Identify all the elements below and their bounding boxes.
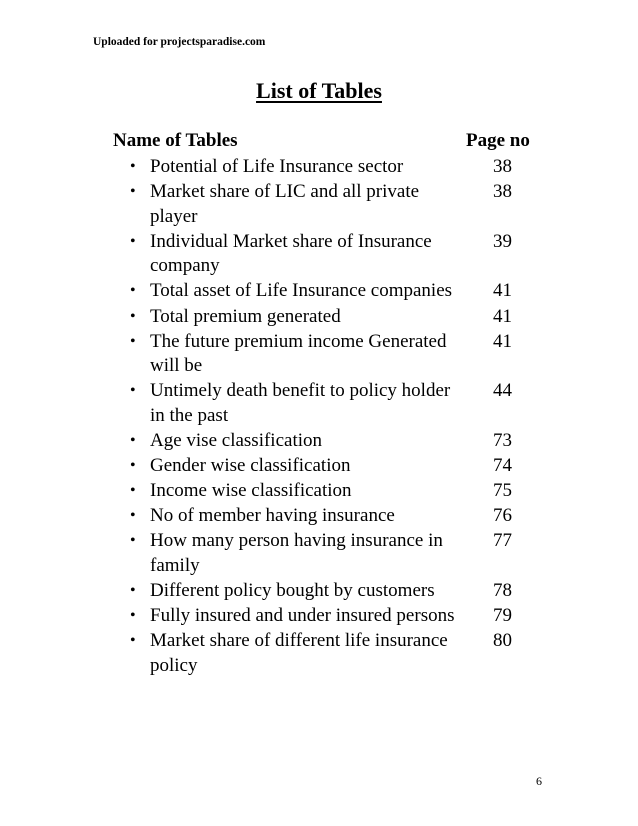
bullet-icon: • (130, 183, 136, 201)
bullet-icon: • (130, 482, 136, 500)
bullet-icon: • (130, 307, 136, 325)
table-page-number: 41 (493, 305, 512, 327)
table-title: Potential of Life Insurance sector (150, 156, 404, 177)
list-item (130, 180, 530, 229)
table-page-number: 39 (493, 230, 512, 252)
table-page-number: 79 (493, 605, 512, 627)
table-page-number: 38 (493, 181, 512, 203)
list-item (130, 529, 530, 578)
table-page-number: 73 (493, 430, 512, 452)
table-page-number: 75 (493, 480, 512, 502)
table-title: Fully insured and under insured persons (150, 605, 455, 627)
bullet-icon: • (130, 432, 136, 450)
list-item (130, 330, 530, 379)
table-page-number: 80 (493, 630, 512, 652)
list-item (130, 629, 530, 678)
list-item (130, 604, 530, 629)
table-title: Market share of different life insurance policy (150, 630, 448, 676)
column-header-page: Page no (466, 130, 530, 151)
table-title: How many person having insurance in family (150, 530, 443, 576)
column-header-name: Name of Tables (113, 130, 238, 151)
bullet-icon: • (130, 457, 136, 475)
bullet-icon: • (130, 532, 136, 550)
list-item (130, 479, 530, 504)
bullet-icon: • (130, 632, 136, 650)
list-item (130, 379, 530, 428)
upload-watermark: Uploaded for projectsparadise.com (93, 36, 266, 48)
table-title: Total asset of Life Insurance companies (150, 280, 453, 302)
table-title: No of member having insurance (150, 505, 395, 527)
bullet-icon: • (130, 158, 136, 175)
page-number: 6 (536, 774, 542, 788)
table-title: Total premium generated (150, 305, 341, 327)
list-item (130, 504, 530, 529)
table-title: Market share of LIC and all private player (150, 181, 420, 227)
table-title: The future premium income Generated will be (150, 330, 447, 377)
list-item (130, 579, 530, 604)
list-item (130, 279, 530, 304)
table-title: Age vise classification (150, 430, 323, 452)
table-page-number: 41 (493, 280, 512, 302)
table-page-number: 38 (493, 156, 512, 177)
table-page-number: 74 (493, 455, 512, 477)
list-item (130, 155, 530, 180)
table-title: Gender wise classification (150, 455, 351, 477)
page-title: List of Tables (256, 78, 382, 103)
bullet-icon: • (130, 282, 136, 300)
bullet-icon: • (130, 382, 136, 400)
bullet-icon: • (130, 332, 136, 350)
list-item (130, 230, 530, 279)
table-page-number: 76 (493, 505, 512, 527)
table-page-number: 44 (493, 380, 512, 402)
bullet-icon: • (130, 507, 136, 525)
list-item (130, 454, 530, 479)
table-title: Untimely death benefit to policy holder in the past (150, 380, 451, 426)
table-title: Different policy bought by customers (150, 580, 435, 602)
bullet-icon: • (130, 232, 136, 250)
bullet-icon: • (130, 582, 136, 600)
table-of-contents-list (130, 155, 530, 679)
bullet-icon: • (130, 607, 136, 625)
table-page-number: 77 (493, 530, 512, 552)
list-item (130, 305, 530, 330)
table-title: Income wise classification (150, 480, 352, 502)
table-page-number: 78 (493, 580, 512, 602)
table-title: Individual Market share of Insurance company (150, 230, 432, 277)
list-item (130, 429, 530, 454)
table-page-number: 41 (493, 330, 512, 352)
